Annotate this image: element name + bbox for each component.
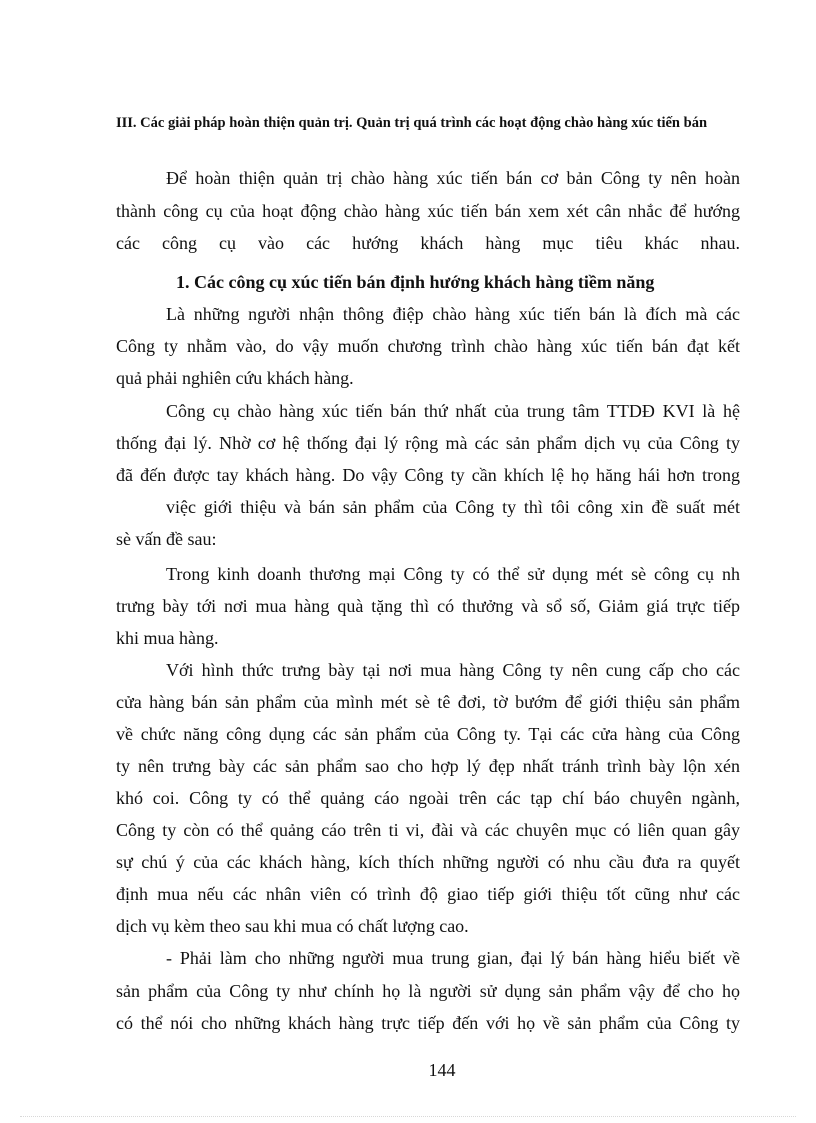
paragraph-line: đã đến được tay khách hàng. Do vậy Công ty cần khích lệ họ hăng hái hơn trong — [116, 465, 740, 485]
paragraph-line: Là những người nhận thông điệp chào hàng xúc tiến bán là đích mà các — [166, 304, 740, 324]
paragraph-line: định mua nếu các nhân viên có trình độ giao tiếp giới thiệu tốt cũng như các — [116, 884, 740, 904]
paragraph-line: khó coi. Công ty có thể quảng cáo ngoài trên các tạp chí báo chuyên ngành, — [116, 788, 740, 808]
paragraph-line: ty nên trưng bày các sản phẩm sao cho hợp lý đẹp nhất tránh trình bày lộn xén — [116, 756, 740, 776]
section-heading: III. Các giải pháp hoàn thiện quản trị. Quản trị quá trình các hoạt động chào hàng xúc tiến bán — [116, 115, 708, 131]
paragraph-line: Với hình thức trưng bày tại nơi mua hàng Công ty nên cung cấp cho các — [166, 660, 740, 680]
subsection-heading: 1. Các công cụ xúc tiến bán định hướng khách hàng tiềm năng — [176, 272, 655, 292]
paragraph-line: Trong kinh doanh thương mại Công ty có thể sử dụng mét sè công cụ nh — [166, 564, 740, 584]
paragraph-line: - Phải làm cho những người mua trung gian, đại lý bán hàng hiểu biết về — [166, 948, 740, 968]
paragraph-line: dịch vụ kèm theo sau khi mua có chất lượng cao. — [116, 916, 469, 936]
paragraph-line: sản phẩm của Công ty như chính họ là người sử dụng sản phẩm vậy để cho họ — [116, 981, 740, 1001]
paragraph-line: trưng bày tới nơi mua hàng quà tặng thì có thưởng và sổ số, Giảm giá trực tiếp — [116, 596, 740, 616]
paragraph-line: việc giới thiệu và bán sản phẩm của Công ty thì tôi công xin đề suất mét — [166, 497, 740, 517]
paragraph-line: có thể nói cho những khách hàng trực tiếp đến với họ về sản phẩm của Công ty — [116, 1013, 740, 1033]
paragraph-line: thành công cụ của hoạt động chào hàng xúc tiến bán xem xét cân nhắc để hướng — [116, 201, 740, 221]
paragraph-line: Công cụ chào hàng xúc tiến bán thứ nhất của trung tâm TTDĐ KVI là hệ — [166, 401, 740, 421]
page-number: 144 — [428, 1060, 456, 1080]
paragraph-line: quả phải nghiên cứu khách hàng. — [116, 368, 354, 388]
paragraph-line: Công ty nhằm vào, do vậy muốn chương trình chào hàng xúc tiến bán đạt kết — [116, 336, 740, 356]
paragraph-line: các công cụ vào các hướng khách hàng mục tiêu khác nhau. — [116, 233, 740, 253]
paragraph-line: sè vấn đề sau: — [116, 529, 217, 549]
paragraph-line: khi mua hàng. — [116, 628, 219, 648]
paragraph-line: sự chú ý của các khách hàng, kích thích những người có nhu cầu đưa ra quyết — [116, 852, 740, 872]
footer-divider — [20, 1116, 796, 1117]
paragraph-line: Công ty còn có thể quảng cáo trên ti vi, đài và các chuyên mục có liên quan gây — [116, 820, 740, 840]
paragraph-line: về chức năng công dụng các sản phẩm của Công ty. Tại các cửa hàng của Công — [116, 724, 740, 744]
paragraph-line: Để hoàn thiện quản trị chào hàng xúc tiến bán cơ bản Công ty nên hoàn — [166, 168, 740, 188]
paragraph-line: cửa hàng bán sản phẩm của mình mét sè tê đơi, tờ bướm để giới thiệu sản phẩm — [116, 692, 740, 712]
paragraph-line: thống đại lý. Nhờ cơ hệ thống đại lý rộng mà các sản phẩm dịch vụ của Công ty — [116, 433, 740, 453]
